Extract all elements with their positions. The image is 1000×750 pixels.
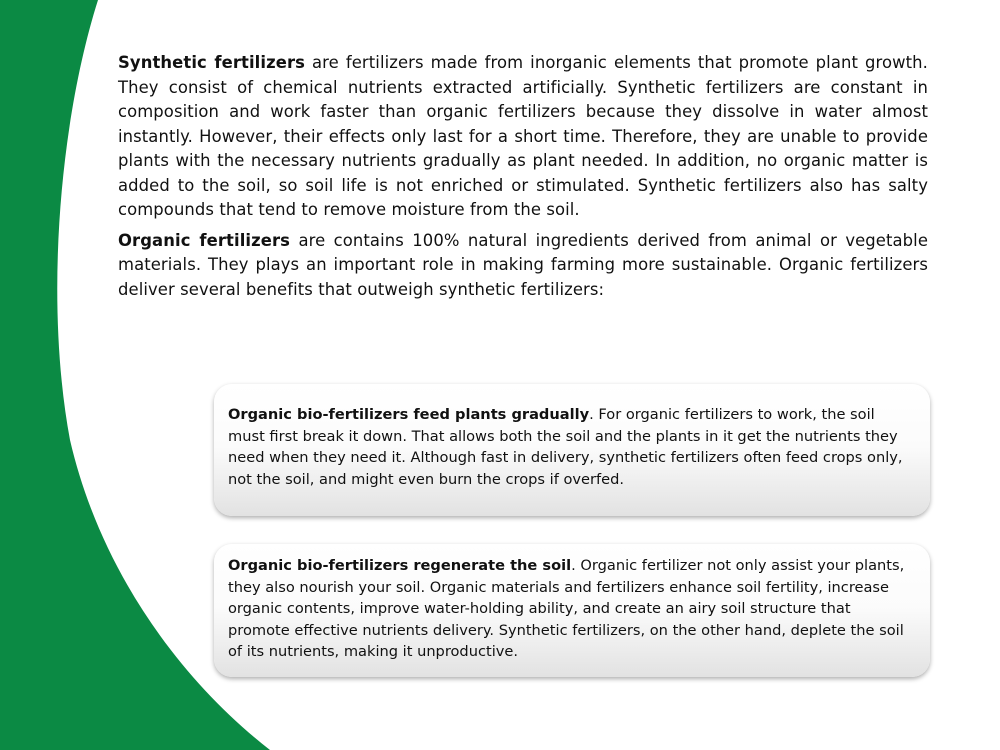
synthetic-fertilizers-term: Synthetic fertilizers <box>118 53 305 72</box>
benefit-card-text <box>228 555 914 663</box>
intro-text <box>118 51 928 302</box>
synthetic-fertilizers-description: are fertilizers made from inorganic elements that promote plant growth. They consist of chemical nutrients extracted artificially. Synthetic fertilizers are constant in composition and work faster than organic fertilizers because they dissolve in water almost instantly. However, their effects only last for a short time. Therefore, they are unable to provide plants with the necessary nutrients gradually as plant needed. In addition, no organic matter is added to the soil, so soil life is not enriched or stimulated. Synthetic fertilizers also has salty compounds that tend to remove moisture from the soil. <box>118 53 928 219</box>
benefit-card-title: Organic bio-fertilizers regenerate the soil <box>228 557 572 574</box>
benefit-card-text <box>228 404 914 490</box>
organic-fertilizers-paragraph <box>118 229 928 303</box>
synthetic-fertilizers-paragraph <box>118 51 928 223</box>
benefit-card-body: . Organic fertilizer not only assist your plants, they also nourish your soil. Organic materials and fertilizers enhance soil fertility, increase organic contents, improve water-holding ability, and create an airy soil structure that promote effective nutrients delivery. Synthetic fertilizers, on the other hand, deplete the soil of its nutrients, making it unproductive. <box>228 557 905 660</box>
benefit-card-feed-plants <box>214 384 930 516</box>
organic-fertilizers-term: Organic fertilizers <box>118 230 291 250</box>
organic-fertilizers-description: are contains 100% natural ingredients derived from animal or vegetable materials. They plays an important role in making farming more sustainable. Organic fertilizers deliver several benefits that outweigh synthetic fertilizers: <box>118 230 929 299</box>
benefit-card-body: . For organic fertilizers to work, the soil must first break it down. That allows both the soil and the plants in it get the nutrients they need when they need it. Although fast in delivery, synthetic fertilizers often feed crops only, not the soil, and might even burn the crops if overfed. <box>228 406 903 488</box>
benefit-card-title: Organic bio-fertilizers feed plants gradually <box>228 406 590 423</box>
benefit-card-regenerate-soil <box>214 544 930 677</box>
